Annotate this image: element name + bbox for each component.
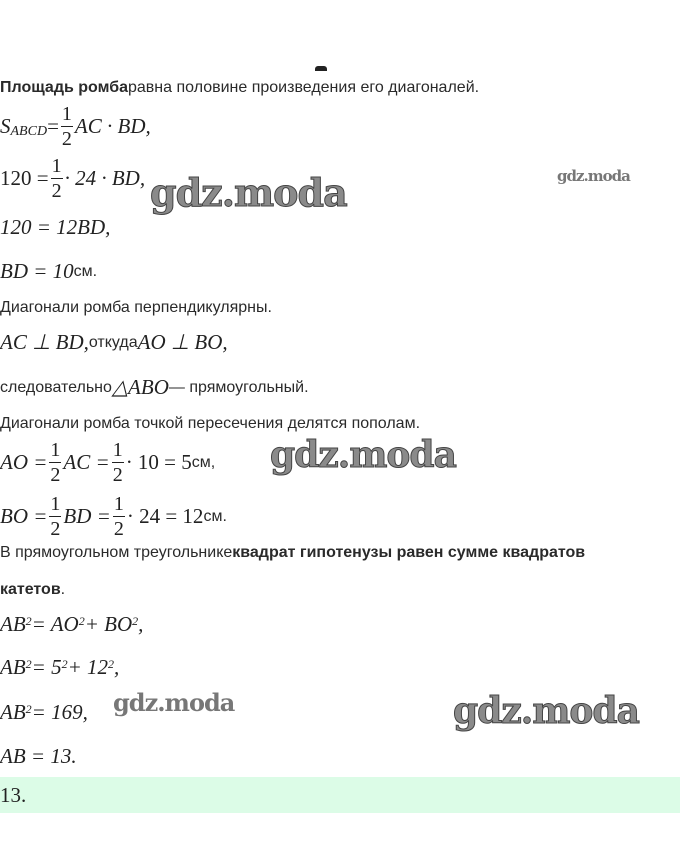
formula-substitute [0, 156, 145, 201]
math: · 24 = 12 [126, 504, 204, 528]
math-sub: ABCD [10, 123, 48, 139]
text: откуда [88, 333, 138, 351]
math: BD = [63, 504, 111, 528]
math: AC = [63, 450, 110, 474]
math: = 169, [31, 700, 88, 724]
math: △ABO [111, 375, 169, 399]
math: BD = 10 [0, 259, 74, 283]
formula-bo [0, 494, 227, 539]
math: , [138, 612, 144, 636]
watermark: gdz.moda [150, 170, 347, 215]
num: 1 [51, 155, 62, 177]
formula-ao [0, 440, 215, 485]
math: AB [0, 655, 26, 679]
formula-ab-result: AB = 13. [0, 744, 77, 768]
text: равна половине произведения его диагоналей. [128, 79, 480, 96]
watermark: gdz.moda [270, 434, 456, 476]
pythagoras-rule-2 [0, 581, 65, 599]
math: AO = [0, 450, 48, 474]
fraction [61, 104, 73, 149]
den: 2 [51, 180, 62, 202]
den: 2 [50, 518, 61, 540]
sup: 2 [78, 614, 85, 628]
formula-simplify: 120 = 12BD, [0, 215, 111, 239]
answer-box [0, 777, 680, 813]
watermark: gdz.moda [453, 690, 639, 732]
fraction [49, 494, 61, 539]
text: следовательно [0, 378, 112, 396]
text: . [60, 581, 66, 598]
fraction [49, 440, 61, 485]
sup: 2 [108, 657, 114, 671]
num: 1 [50, 493, 61, 515]
num: 1 [61, 103, 72, 125]
math: · 24 · BD, [64, 166, 146, 190]
bd-result [0, 259, 97, 284]
math: BO = [0, 504, 48, 528]
sup: 2 [25, 702, 32, 716]
math: S [0, 114, 11, 138]
text: — прямоугольный. [168, 378, 309, 396]
decorative-mark [315, 66, 327, 71]
formula-pyth-sum [0, 700, 88, 725]
den: 2 [61, 128, 72, 150]
fraction [112, 440, 124, 485]
unit: см. [73, 262, 98, 280]
watermark: gdz.moda [557, 167, 630, 185]
bold-text: квадрат гипотенузы равен сумме квадратов [232, 544, 586, 561]
math: = AO [31, 612, 79, 636]
math: AC · BD, [74, 114, 151, 138]
fraction [113, 494, 125, 539]
area-rule [0, 79, 479, 97]
sup: 2 [61, 657, 68, 671]
math: AC ⊥ BD, [0, 330, 89, 354]
unit: см, [191, 453, 216, 471]
answer-text: 13. [0, 782, 27, 807]
formula-area [0, 104, 151, 149]
den: 2 [112, 464, 123, 486]
hence-line [0, 375, 309, 400]
math: + BO [84, 612, 133, 636]
bold-text: Площадь ромба [0, 79, 128, 96]
pythagoras-rule-1 [0, 544, 585, 562]
math: + 12 [67, 655, 108, 679]
formula-pyth [0, 612, 143, 637]
perp-text: Диагонали ромба перпендикулярны. [0, 299, 272, 316]
num: 1 [113, 493, 124, 515]
den: 2 [113, 518, 124, 540]
sup: 2 [132, 614, 139, 628]
unit: см. [203, 507, 227, 525]
num: 1 [50, 439, 61, 461]
bold-text: катетов [0, 581, 61, 598]
sup: 2 [25, 657, 32, 671]
bisect-text: Диагонали ромба точкой пересечения делятся пополам. [0, 415, 421, 432]
num: 1 [112, 439, 123, 461]
math: 120 = [0, 166, 49, 190]
math: , [114, 655, 120, 679]
formula-pyth-values [0, 655, 119, 680]
math: = 5 [31, 655, 62, 679]
math: = [47, 114, 59, 138]
watermark: gdz.moda [113, 688, 235, 717]
perp-line [0, 330, 228, 355]
fraction [51, 156, 63, 201]
math: AO ⊥ BO, [137, 330, 228, 354]
den: 2 [50, 464, 61, 486]
math: · 10 = 5 [125, 450, 192, 474]
math: AB [0, 612, 26, 636]
sup: 2 [25, 614, 32, 628]
text: В прямоугольном треугольнике [0, 544, 233, 561]
math: AB [0, 700, 26, 724]
